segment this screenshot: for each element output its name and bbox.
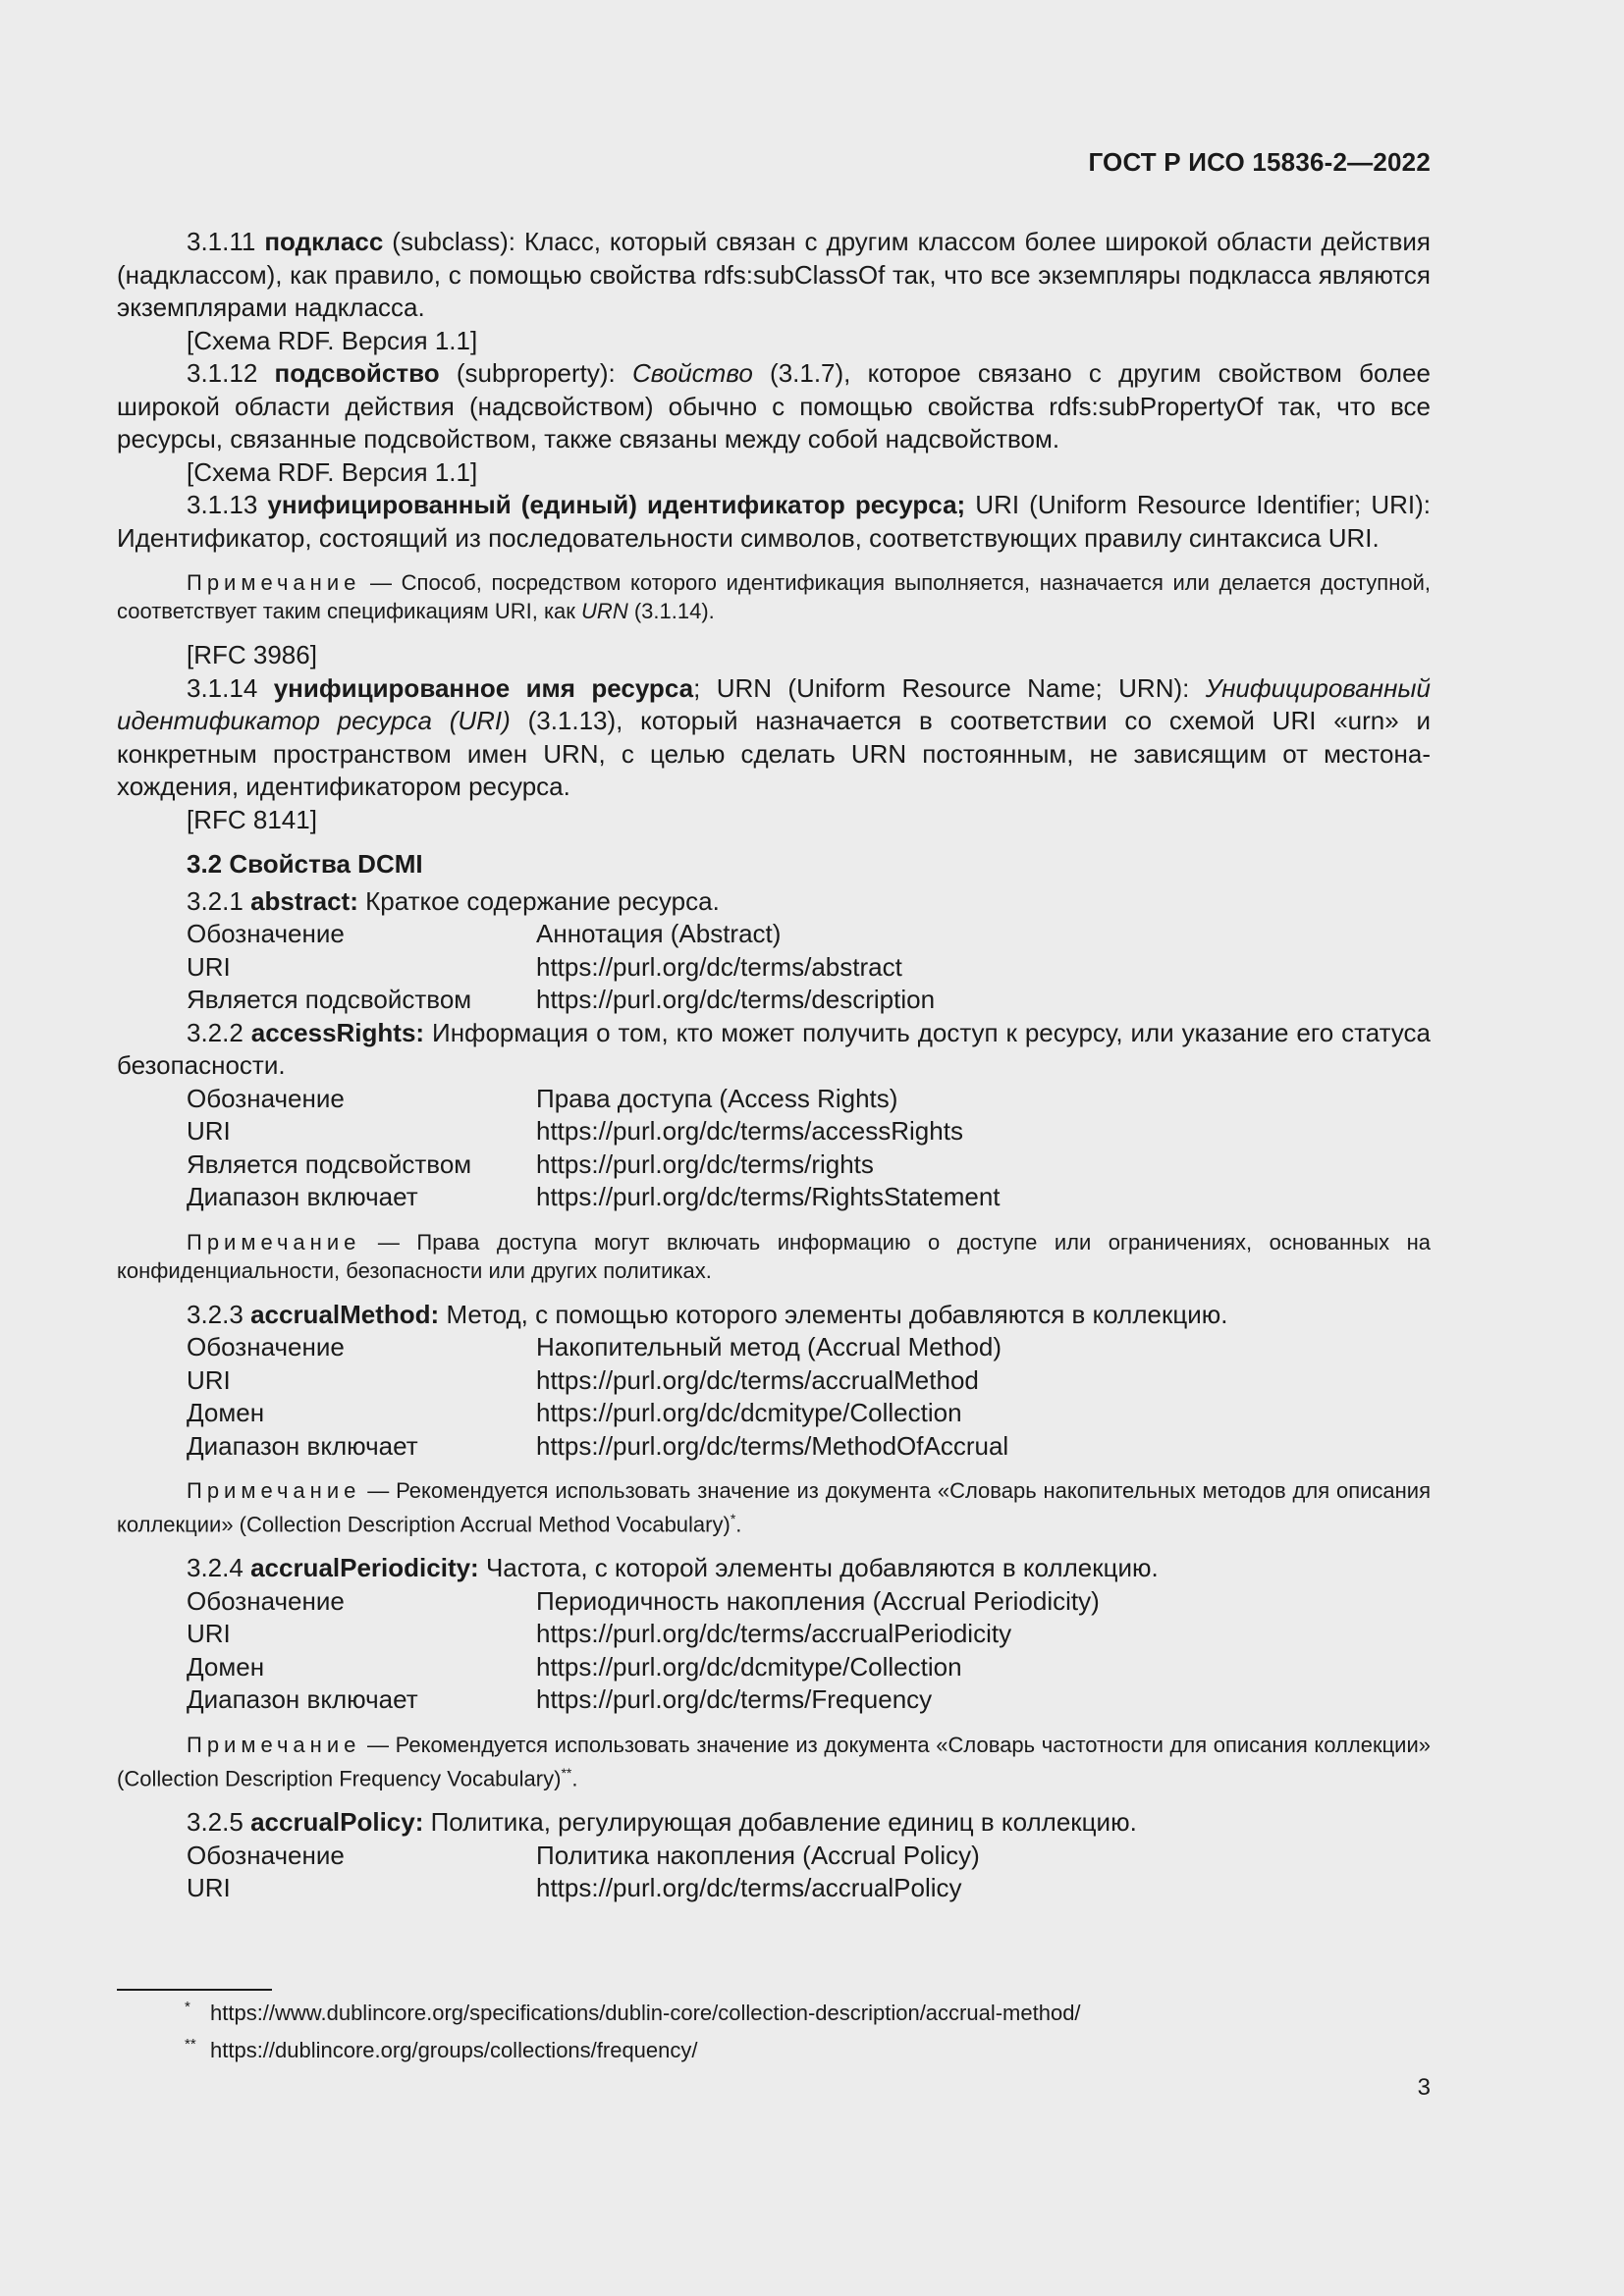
property-accessrights: 3.2.2 accessRights: Информация о том, кто может получить доступ к ресурсу, или указание его статуса безопасности.: [117, 1017, 1432, 1080]
footnote-marker: *: [730, 1511, 736, 1526]
reference: [RFC 8141]: [187, 804, 317, 834]
definition-subproperty: 3.1.12 подсвойство (subproperty): Свойство (3.1.7), которое связано с другим свойством более широкой области действия (надсвойством) обычно с помощью свойства rdfs:subPropertyOf так, что все ресурсы, связанные подсвойством, также связаны между собой надсвойством.: [117, 358, 1431, 454]
page-number: 3: [1417, 2074, 1431, 2101]
note: Примечание — Способ, посредством которого идентификация выполняется, назначается или делается доступной, соответствует таким спецификациям URI, как URN (3.1.14).: [117, 570, 1431, 623]
document-header: ГОСТ Р ИСО 15836-2—2022: [1088, 147, 1431, 177]
property-row: Обозначение Накопительный метод (Accrual Method): [187, 1332, 1002, 1362]
note: Примечание — Права доступа могут включать информацию о доступе или ограничениях, основанных на конфиденциальности, безопасности или других политиках.: [117, 1229, 1431, 1283]
property-accrualmethod: 3.2.3 accrualMethod: Метод, с помощью которого элементы добавляются в коллекцию.: [187, 1299, 1228, 1329]
term: унифицированное имя ресурса: [273, 672, 694, 703]
footnote-marker: **: [561, 1764, 572, 1781]
term: подкласс: [264, 227, 384, 256]
footnote: * https://www.dublincore.org/specifications/dublin-core/collection-description/accrual-method/: [185, 1999, 1081, 2025]
property-row: URI https://purl.org/dc/terms/accrualPolicy: [187, 1873, 962, 1903]
note: Примечание — Рекомендуется использовать значение из документа «Словарь накопительных методов для описания коллекции» (Collection Description Accrual Method Vocabulary)*.: [117, 1478, 1431, 1537]
property-row: Обозначение Периодичность накопления (Accrual Periodicity): [187, 1585, 1100, 1616]
reference: [RFC 3986]: [187, 640, 317, 669]
reference: [Схема RDF. Версия 1.1]: [187, 456, 478, 487]
property-row: Является подсвойством https://purl.org/dc/terms/description: [187, 985, 936, 1014]
property-accrualperiodicity: 3.2.4 accrualPeriodicity: Частота, с которой элементы добавляются в коллекцию.: [187, 1553, 1159, 1583]
document-body: [117, 226, 1431, 1905]
property-row: Диапазон включает https://purl.org/dc/terms/MethodOfAccrual: [187, 1430, 1009, 1461]
property-row: URI https://purl.org/dc/terms/accrualMethod: [187, 1364, 979, 1395]
property-accrualpolicy: 3.2.5 accrualPolicy: Политика, регулирующая добавление единиц в коллекцию.: [187, 1807, 1137, 1838]
property-row: Диапазон включает https://purl.org/dc/terms/RightsStatement: [187, 1182, 1001, 1211]
footnote-divider: [117, 1989, 272, 1991]
property-row: Является подсвойством https://purl.org/dc/terms/rights: [187, 1148, 874, 1179]
property-row: URI https://purl.org/dc/terms/abstract: [187, 951, 902, 982]
property-row: Обозначение Права доступа (Access Rights): [187, 1083, 898, 1113]
note: Примечание — Рекомендуется использовать значение из документа «Словарь частотности для описания коллекции» (Collection Description Frequency Vocabulary)**.: [117, 1732, 1431, 1791]
footnote: ** https://dublincore.org/groups/collections/frequency/: [185, 2036, 698, 2062]
term: унифицированный (единый) идентификатор ресурса;: [267, 490, 966, 519]
property-row: Домен https://purl.org/dc/dcmitype/Collection: [187, 1651, 962, 1682]
property-row: Обозначение Политика накопления (Accrual Policy): [187, 1840, 980, 1870]
section-heading: 3.2 Свойства DCMI: [187, 849, 423, 879]
property-row: Диапазон включает https://purl.org/dc/terms/Frequency: [187, 1684, 933, 1715]
reference: [Схема RDF. Версия 1.1]: [187, 325, 478, 355]
definition-uri: 3.1.13 унифицированный (единый) идентификатор ресурса; URI (Uniform Resource Identifier; URI): Идентификатор, состоящий из последовательности символов, соответствующих правилу синтаксиса URI.: [117, 490, 1431, 553]
definition-urn: 3.1.14 унифицированное имя ресурса; URN (Uniform Resource Name; URN): Унифицированный идентификатор ресурса (URI) (3.1.13), который назначается в соответствии со схемой URI «urn» и конкретным пространством имен URN, с целью сделать URN постоянным, не зависящим от местонахождения, идентификатором ресурса.: [117, 672, 1432, 801]
property-row: URI https://purl.org/dc/terms/accrualPeriodicity: [187, 1619, 1012, 1649]
property-row: URI https://purl.org/dc/terms/accessRights: [187, 1116, 963, 1146]
footnotes: [117, 1995, 1431, 2069]
definition-subclass: 3.1.11 подкласс (subclass): Класс, который связан с другим классом более широкой области действия (надклассом), как правило, с помощью свойства rdfs:subClassOf так, что все экземпляры подкласса являются экземплярами надкласса.: [117, 227, 1431, 322]
property-abstract: 3.2.1 abstract: Краткое содержание ресурса.: [187, 885, 720, 916]
property-row: Обозначение Аннотация (Abstract): [187, 919, 782, 948]
term: подсвойство: [274, 358, 440, 388]
property-row: Домен https://purl.org/dc/dcmitype/Collection: [187, 1398, 962, 1427]
